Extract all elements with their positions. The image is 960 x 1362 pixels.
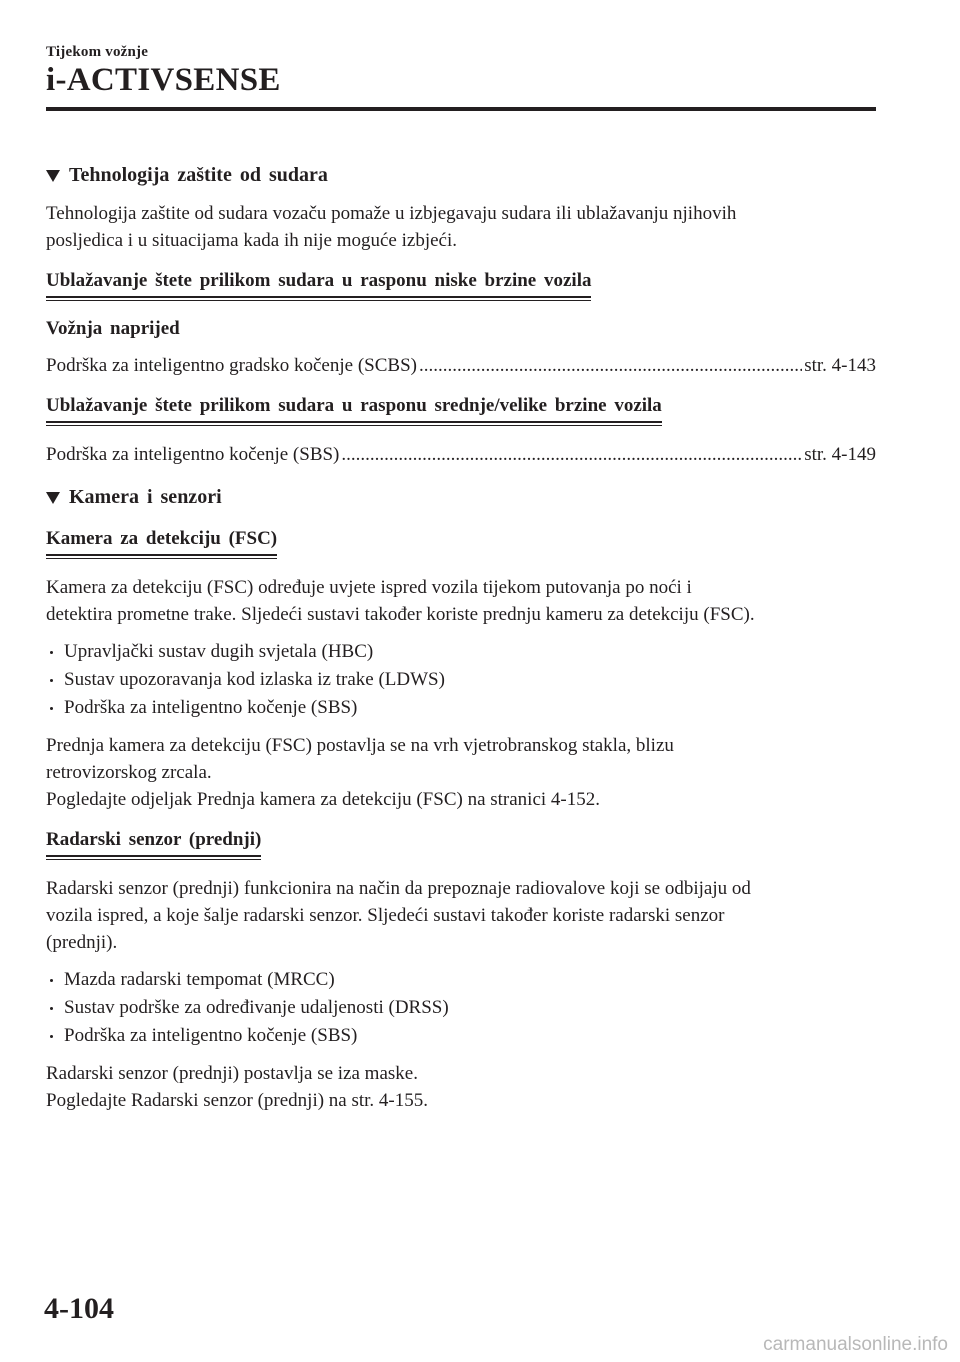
list-item: Mazda radarski tempomat (MRCC) xyxy=(46,966,876,994)
bullet-icon xyxy=(50,1007,53,1010)
bullet-icon xyxy=(50,679,53,682)
toc-page-ref: str. 4-149 xyxy=(804,444,876,465)
radar-reference-line: Pogledajte Radarski senzor (prednji) na str. 4-155. xyxy=(46,1090,429,1111)
page-number: 4-104 xyxy=(44,1292,114,1325)
section-heading-collision xyxy=(46,160,876,190)
fsc-description xyxy=(46,574,876,628)
toc-entry-scbs[interactable] xyxy=(46,352,876,379)
dot-leader xyxy=(419,352,802,379)
fsc-location-line: Prednja kamera za detekciju (FSC) postavlja se na vrh vjetrobranskog stakla, blizu xyxy=(46,735,674,756)
bullet-icon xyxy=(50,651,53,654)
toc-entry-text: Podrška za inteligentno gradsko kočenje (SCBS) xyxy=(46,355,417,376)
radar-line: vozila ispred, a koje šalje radarski senzor. Sljedeći sustavi također koriste radarski senzor xyxy=(46,905,725,926)
driving-forward-label: Vožnja naprijed xyxy=(46,318,180,339)
list-item: Sustav upozoravanja kod izlaska iz trake (LDWS) xyxy=(46,666,876,694)
subhead-low-speed: Ublažavanje štete prilikom sudara u rasponu niske brzine vozila xyxy=(46,268,591,298)
section-heading-text: Kamera i senzori xyxy=(69,485,222,508)
collision-intro xyxy=(46,200,876,254)
fsc-location xyxy=(46,732,876,813)
fsc-line: detektira prometne trake. Sljedeći sustavi također koriste prednju kameru za detekciju (FSC). xyxy=(46,604,755,625)
bullet-icon xyxy=(50,1035,53,1038)
collision-intro-line: posljedica i u situacijama kada ih nije moguće izbjeći. xyxy=(46,230,457,251)
toc-entry-text: Podrška za inteligentno kočenje (SBS) xyxy=(46,444,340,465)
header-rule xyxy=(46,107,876,111)
list-item: Upravljački sustav dugih svjetala (HBC) xyxy=(46,638,876,666)
radar-line: Radarski senzor (prednji) funkcionira na način da prepoznaje radiovalove koji se odbijaju od xyxy=(46,878,751,899)
bullet-icon xyxy=(50,979,53,982)
collision-intro-line: Tehnologija zaštite od sudara vozaču pomaže u izbjegavaju sudara ili ublažavanju njihovih xyxy=(46,203,737,224)
radar-line: (prednji). xyxy=(46,932,118,953)
fsc-reference-line: Pogledajte odjeljak Prednja kamera za detekciju (FSC) na stranici 4-152. xyxy=(46,789,600,810)
fsc-location-line: retrovizorskog zrcala. xyxy=(46,762,212,783)
subhead-radar: Radarski senzor (prednji) xyxy=(46,827,261,857)
triangle-down-icon xyxy=(46,170,60,182)
dot-leader xyxy=(341,441,802,468)
triangle-down-icon xyxy=(46,492,60,504)
radar-systems-list xyxy=(46,966,876,1050)
toc-page-ref: str. 4-143 xyxy=(804,355,876,376)
fsc-line: Kamera za detekciju (FSC) određuje uvjete ispred vozila tijekom putovanja po noći i xyxy=(46,577,692,598)
list-item: Podrška za inteligentno kočenje (SBS) xyxy=(46,1022,876,1050)
fsc-systems-list xyxy=(46,638,876,722)
radar-location-line: Radarski senzor (prednji) postavlja se iza maske. xyxy=(46,1063,418,1084)
page-content xyxy=(46,160,876,1114)
list-item: Sustav podrške za određivanje udaljenosti (DRSS) xyxy=(46,994,876,1022)
subhead-mid-high-speed: Ublažavanje štete prilikom sudara u rasponu srednje/velike brzine vozila xyxy=(46,393,662,423)
chapter-title: i-ACTIVSENSE xyxy=(46,62,281,98)
bullet-icon xyxy=(50,707,53,710)
watermark: carmanualsonline.info xyxy=(763,1334,948,1355)
list-item: Podrška za inteligentno kočenje (SBS) xyxy=(46,694,876,722)
section-heading-text: Tehnologija zaštite od sudara xyxy=(69,163,328,186)
radar-location xyxy=(46,1060,876,1114)
section-heading-camera-sensors xyxy=(46,482,876,512)
toc-entry-sbs[interactable] xyxy=(46,441,876,468)
subhead-fsc: Kamera za detekciju (FSC) xyxy=(46,526,277,556)
running-head: Tijekom vožnje xyxy=(46,44,149,60)
radar-description xyxy=(46,875,876,956)
